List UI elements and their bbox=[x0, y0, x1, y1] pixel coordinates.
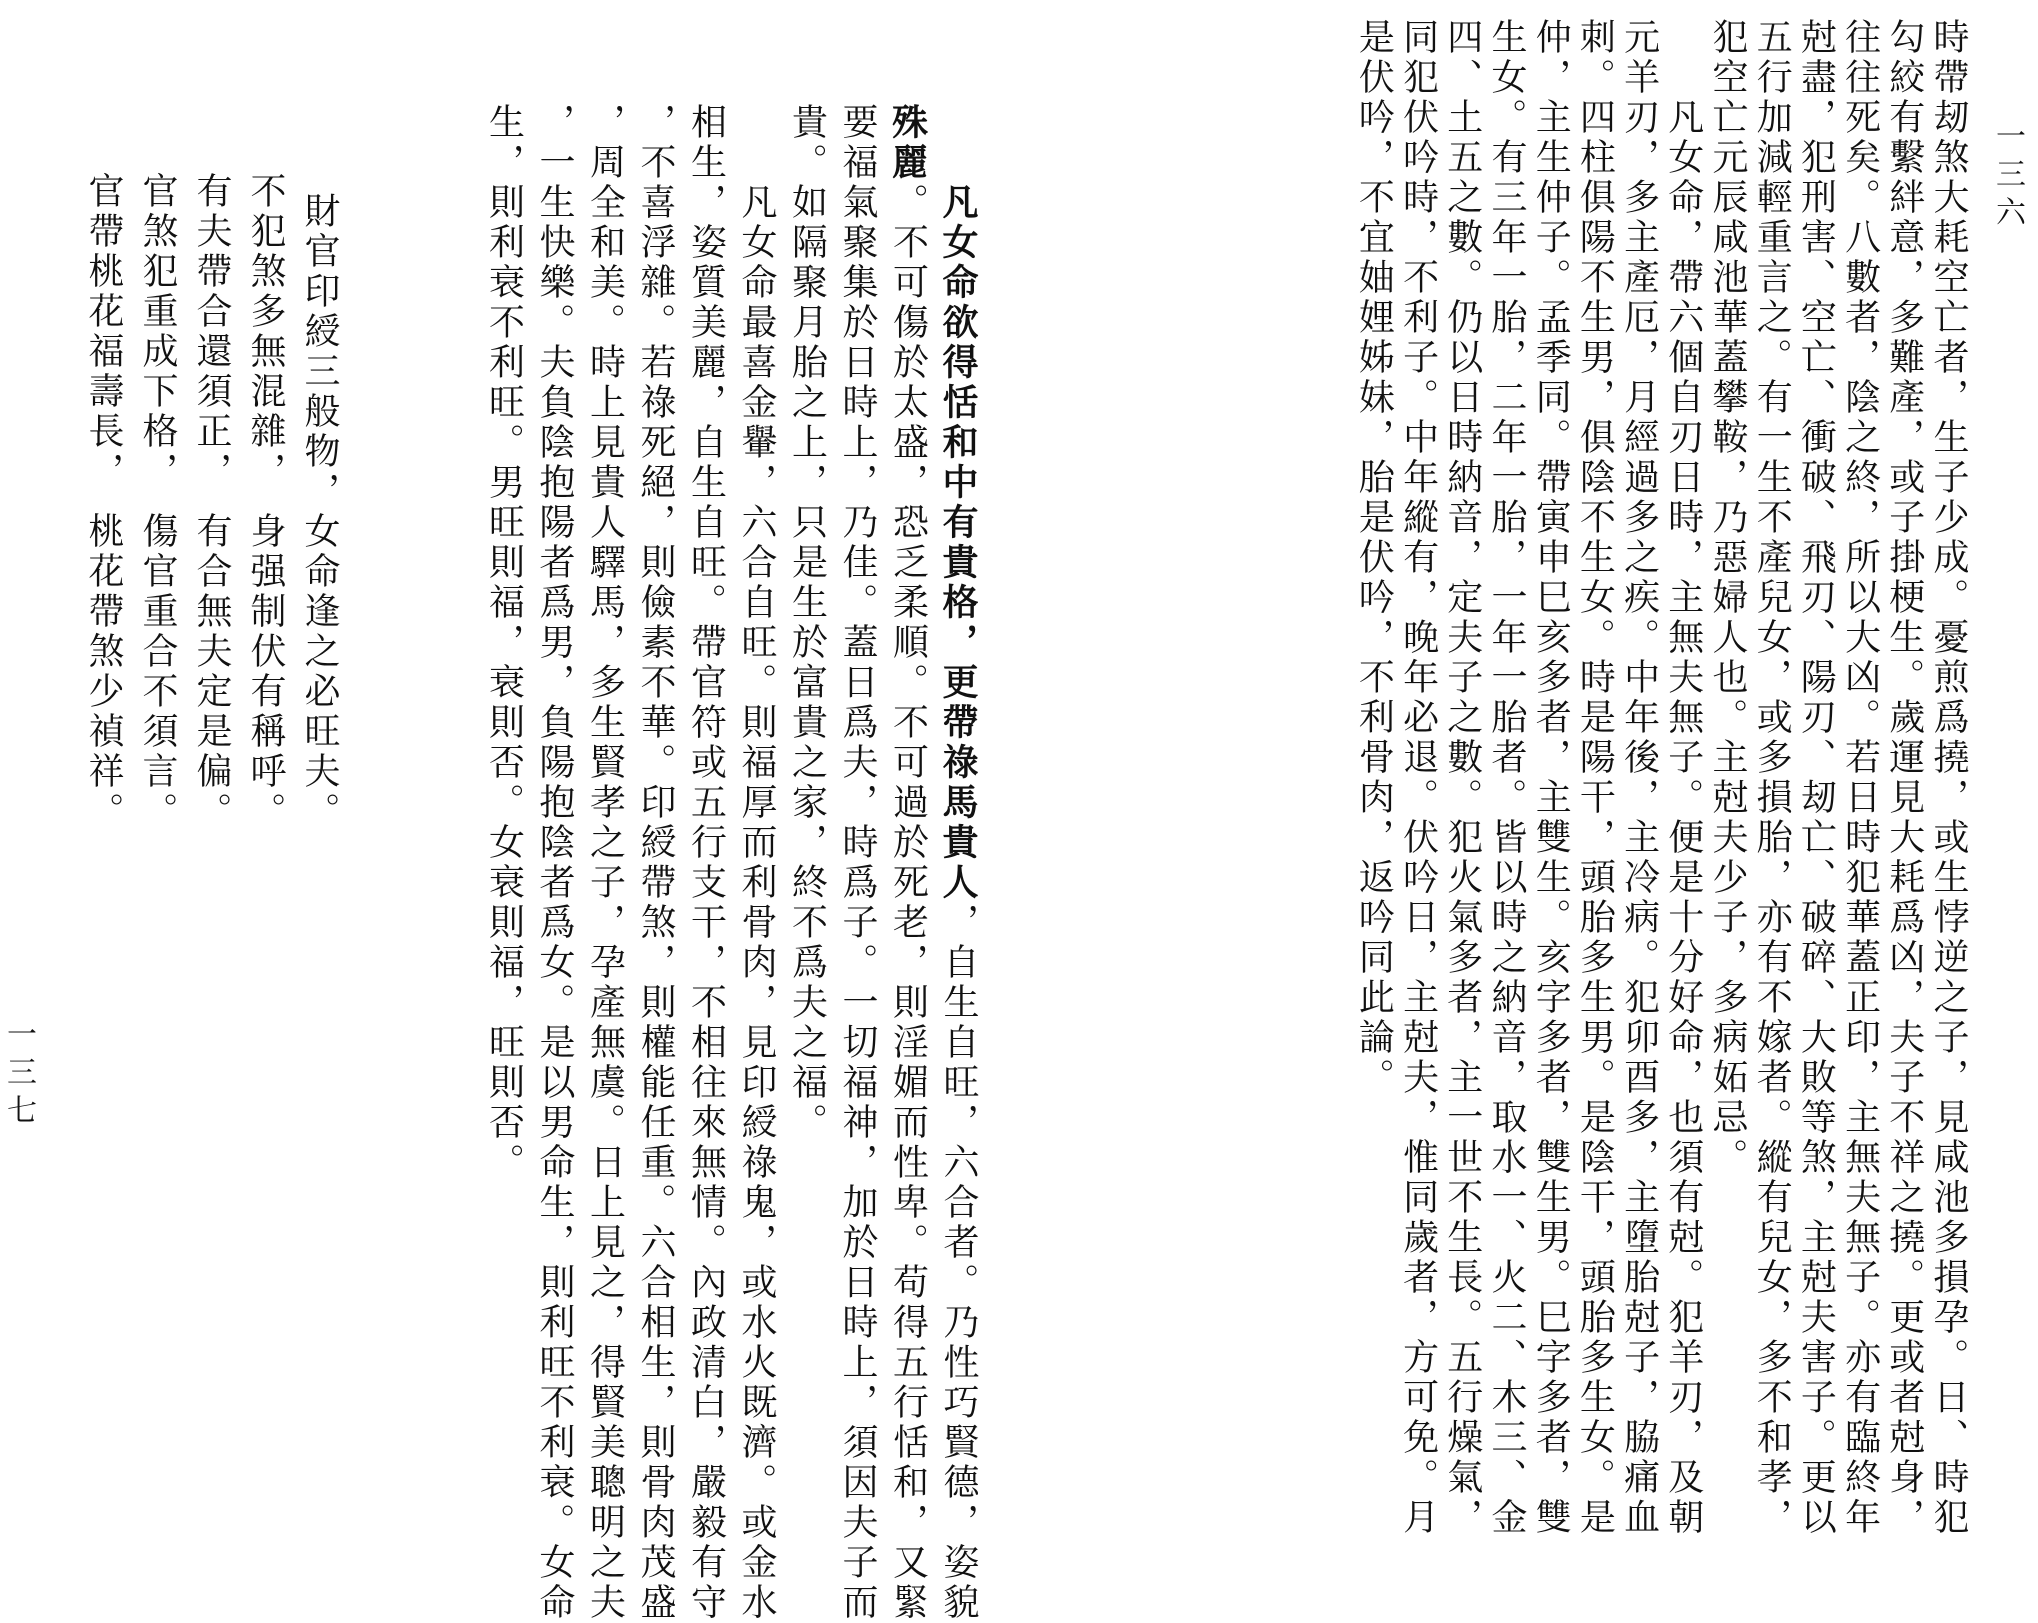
verse-line-a: 財官印綬三般物， bbox=[299, 192, 340, 512]
verse-line-a: 官煞犯重成下格， bbox=[137, 172, 178, 492]
left-page-line bbox=[937, 183, 979, 1623]
right-page-line: 四、土五之數。仍以日時納音，定夫子之數。犯火氣多者，主一世不生長。五行燥氣， bbox=[1441, 18, 1483, 1538]
right-page-line: 勾絞有繫絆意，多難產，或子掛梗生。歲運見大耗爲凶，夫子不祥之撓。更或者尅身， bbox=[1883, 18, 1925, 1538]
page-number-right: 一三六 bbox=[1990, 120, 2025, 234]
right-page-line: 凡女命，帶六個自刃日時，主無夫無子。便是十分好命，也須有尅。犯羊刃，及朝 bbox=[1662, 98, 1704, 1538]
right-page-line: 五行加減輕重言之。有一生不產兒女，或多損胎，亦有不嫁者。縱有兒女，多不和孝， bbox=[1751, 18, 1793, 1538]
text-run: ，自生自旺，六合者。乃性巧賢德，姿貌 bbox=[938, 903, 979, 1623]
page-number-left: 一三七 bbox=[1, 1018, 36, 1132]
bold-phrase: 殊麗 bbox=[886, 103, 929, 183]
verse-line-b: 身强制伏有稱呼。 bbox=[245, 512, 286, 832]
text-run: 。不可傷於太盛，恐乏柔順。不可過於死老，則淫媚而性卑。苟得五行恬和，又緊 bbox=[887, 183, 929, 1623]
verse-line-a: 有夫帶合還須正， bbox=[191, 172, 232, 492]
right-page-line: 是伏吟，不宜妯娌姊妹，胎是伏吟，不利骨肉，返吟同此論。 bbox=[1353, 18, 1395, 1098]
right-page-line: 同犯伏吟時，不利子。中年縱有，晚年必退。伏吟日，主尅夫，惟同歲者，方可免。月 bbox=[1397, 18, 1439, 1538]
left-page-line: ，不喜浮雜。若祿死絕，則儉素不華。印綬帶煞，則權能任重。六合相生，則骨肉茂盛 bbox=[635, 103, 676, 1623]
verse-line-a: 官帶桃花福壽長， bbox=[83, 172, 124, 492]
right-page-line: 刺。四柱俱陽不生男，俱陰不生女。時是陽干，頭胎多生男。是陰干，頭胎多生女。是 bbox=[1574, 18, 1616, 1538]
left-page-line: 相生，姿質美麗，自生自旺。帶官符或五行支干，不相往來無情。內政清白，嚴毅有守 bbox=[685, 103, 727, 1623]
left-page-line bbox=[886, 103, 929, 1623]
verse-line-b: 有合無夫定是偏。 bbox=[191, 512, 232, 832]
bold-phrase: 凡女命欲得恬和中有貴格，更帶祿馬貴人 bbox=[937, 183, 979, 903]
left-page-line: 貴。如隔聚月胎之上，只是生於富貴之家，終不爲夫之福。 bbox=[786, 103, 828, 1143]
right-page-line: 時帶刼煞大耗空亡者，生子少成。憂煎爲撓，或生悖逆之子，見咸池多損孕。日、時犯 bbox=[1928, 18, 1969, 1538]
right-page-line: 犯空亡元辰咸池華蓋攀鞍，乃惡婦人也。主尅夫少子，多病妬忌。 bbox=[1707, 18, 1748, 1178]
right-page-line: 元羊刃，多主產厄，月經過多之疾。中年後，主冷病。犯卯酉多，主墮胎尅子，脇痛血 bbox=[1618, 18, 1660, 1538]
right-page-line: 往往死矣。八數者，陰之終，所以大凶。若日時犯華蓋正印，主無夫無子。亦有臨終年 bbox=[1839, 18, 1881, 1538]
left-page-line: ，周全和美。時上見貴人驛馬，多生賢孝之子，孕產無虞。日上見之，得賢美聰明之夫 bbox=[584, 103, 626, 1623]
right-page-line: 仲，主生仲子。孟季同。帶寅申巳亥多者，主雙生。亥字多者，雙生男。巳字多者，雙 bbox=[1530, 18, 1572, 1538]
left-page-line: 凡女命最喜金轝，六合自旺。則福厚而利骨肉，見印綬祿鬼，或水火既濟。或金水 bbox=[736, 183, 777, 1623]
right-page-line: 尅盡，犯刑害、空亡、衝破、飛刃、陽刃、刼亡、破碎、大敗等煞，主尅夫害子。更以 bbox=[1795, 18, 1837, 1538]
left-page-line: 生，則利衰不利旺。男旺則福，衰則否。女衰則福，旺則否。 bbox=[483, 103, 525, 1183]
left-page-line: 要福氣聚集於日時上，乃佳。蓋日爲夫，時爲子。一切福神，加於日時上，須因夫子而 bbox=[837, 103, 878, 1623]
right-page-line: 生女。有三年一胎，二年一胎，一年一胎者。皆以時之納音，取水一、火二、木三、金 bbox=[1486, 18, 1527, 1538]
verse-line-b: 女命逢之必旺夫。 bbox=[299, 512, 340, 832]
verse-line-b: 桃花帶煞少禎祥。 bbox=[83, 512, 124, 832]
verse-line-b: 傷官重合不須言。 bbox=[137, 512, 178, 832]
verse-line-a: 不犯煞多無混雜， bbox=[245, 172, 286, 492]
left-page-line: ，一生快樂。夫負陰抱陽者爲男，負陽抱陰者爲女。是以男命生，則利旺不利衰。女命 bbox=[534, 103, 575, 1623]
